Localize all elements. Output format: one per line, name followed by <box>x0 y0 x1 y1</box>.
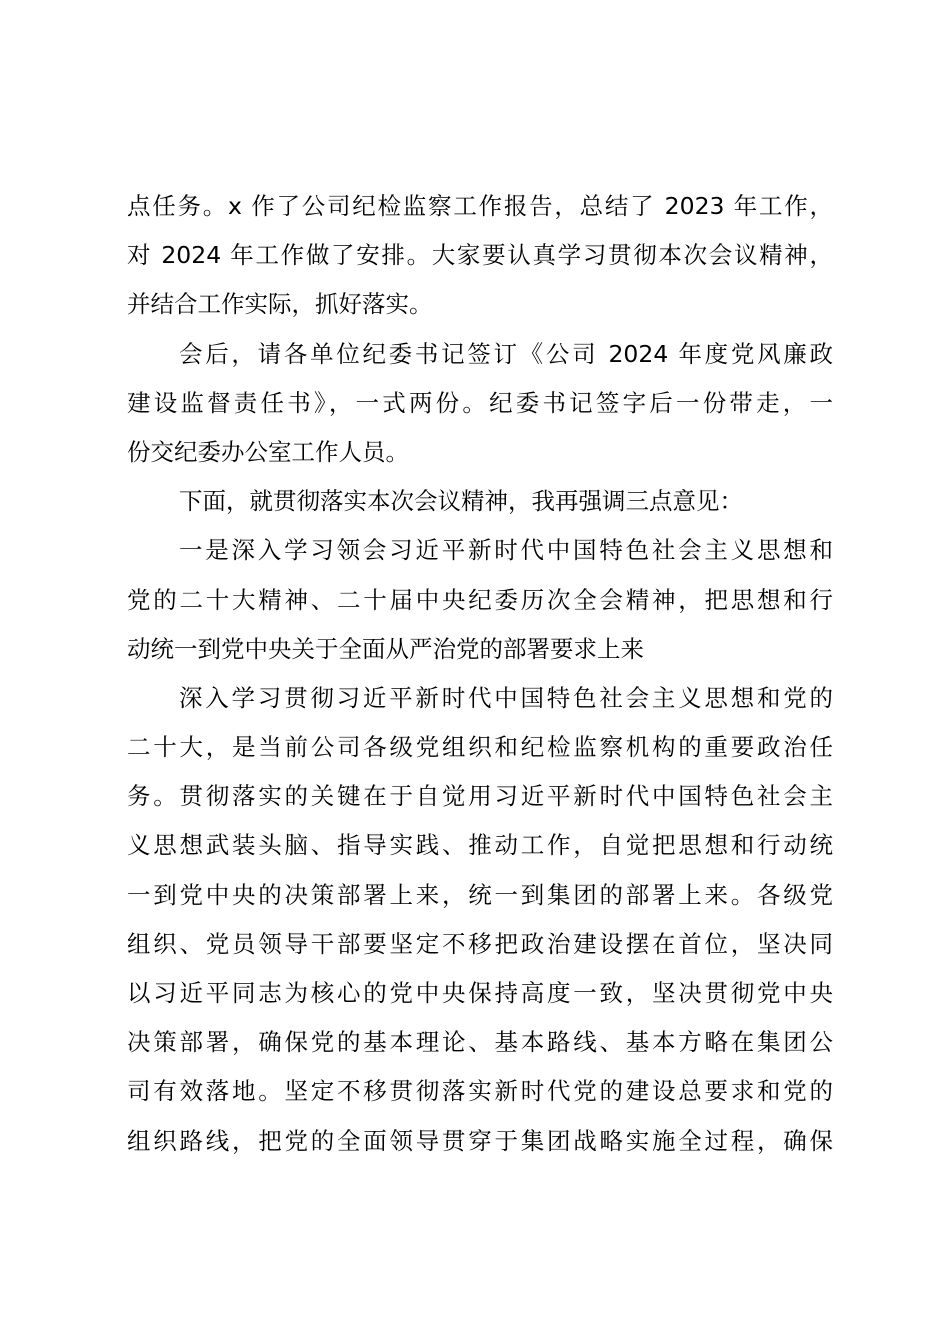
text-line: 义思想武装头脑、指导实践、推动工作，自觉把思想和行动统 <box>127 831 833 860</box>
document-body <box>127 182 833 1166</box>
text-line: 以习近平同志为核心的党中央保持高度一致，坚决贯彻党中央 <box>127 979 833 1007</box>
text-line: 二十大，是当前公司各级党组织和纪检监察机构的重要政治任 <box>127 733 833 762</box>
section-heading-line: 动统一到党中央关于全面从严治党的部署要求上来 <box>127 634 644 663</box>
text-line: 务。贯彻落实的关键在于自觉用习近平新时代中国特色社会主 <box>127 782 833 811</box>
text-line: 决策部署，确保党的基本理论、基本路线、基本方略在集团公 <box>127 1028 833 1057</box>
text-line: 司有效落地。坚定不移贯彻落实新时代党的建设总要求和党的 <box>127 1077 833 1106</box>
text-line: 点任务。x 作了公司纪检监察工作报告，总结了 2023 年工作， <box>127 192 833 220</box>
text-line: 组织、党员领导干部要坚定不移把政治建设摆在首位，坚决同 <box>127 929 833 958</box>
text-line: 一到党中央的决策部署上来，统一到集团的部署上来。各级党 <box>127 880 833 909</box>
text-line: 对 2024 年工作做了安排。大家要认真学习贯彻本次会议精神， <box>127 241 833 270</box>
section-heading-line: 一是深入学习领会习近平新时代中国特色社会主义思想和 <box>179 536 833 565</box>
text-line: 份交纪委办公室工作人员。 <box>127 437 409 466</box>
text-line: 下面，就贯彻落实本次会议精神，我再强调三点意见： <box>179 487 743 516</box>
text-line: 会后，请各单位纪委书记签订《公司 2024 年度党风廉政 <box>179 339 833 368</box>
text-line: 组织路线，把党的全面领导贯穿于集团战略实施全过程，确保 <box>127 1126 833 1155</box>
text-line: 并结合工作实际，抓好落实。 <box>127 290 433 319</box>
text-line: 深入学习贯彻习近平新时代中国特色社会主义思想和党的 <box>179 683 833 712</box>
text-line: 建设监督责任书》，一式两份。纪委书记签字后一份带走，一 <box>127 388 833 417</box>
section-heading-line: 党的二十大精神、二十届中央纪委历次全会精神，把思想和行 <box>127 585 833 614</box>
